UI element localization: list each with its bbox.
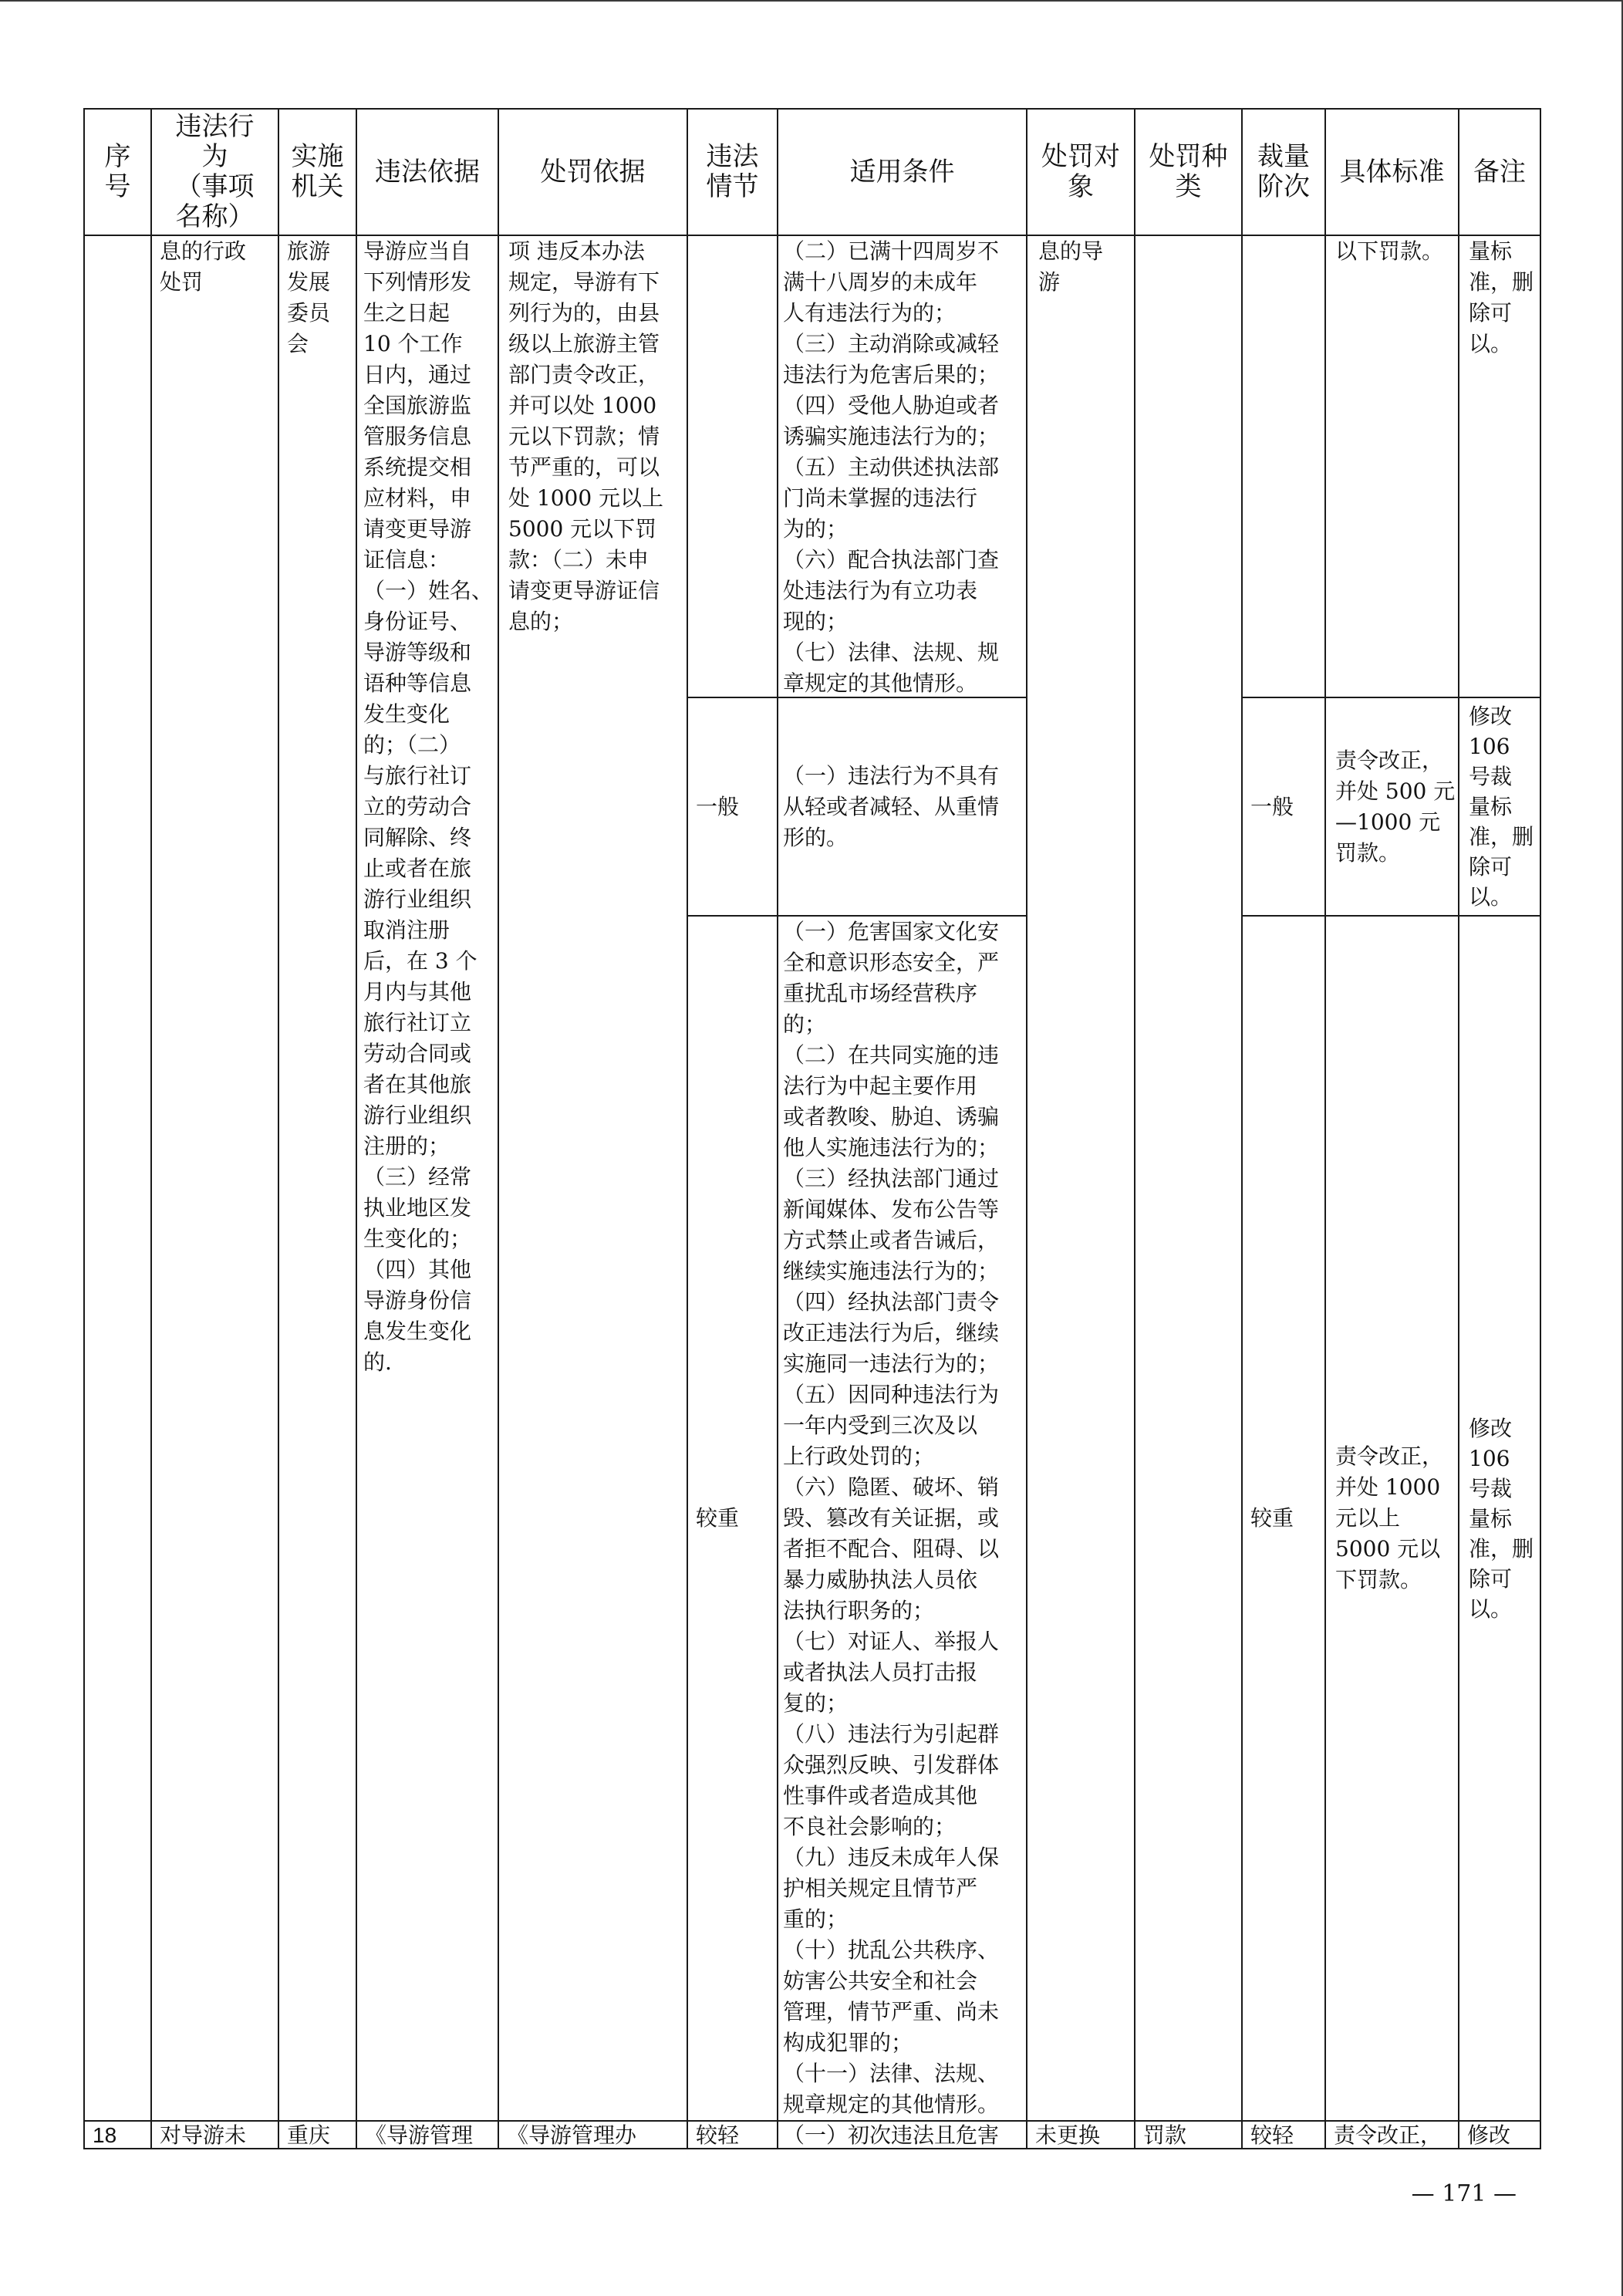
header-penalty-basis	[498, 108, 687, 235]
row18-penalty-basis-text: 《导游管理办	[507, 2122, 637, 2148]
cell-circumstance-tier-3	[687, 915, 777, 2120]
header-violation-label: 违法行 为 （事项 名称）	[175, 111, 255, 232]
conditions-text-tier-1: （二）已满十四周岁不 满十八周岁的未成年 人有违法行为的； （三）主动消除或减轻 违法行为危害后果的； （四）受他人胁迫或者 诱骗实施违法行为的； （五）主动供述执法部 门尚未掌握的违法行 为的； （六）配合执法部门查 处违法行为有立功表 现的； （七）法律、法规、规 章规定的其他情形。	[783, 238, 1000, 696]
row18-standard	[1324, 2120, 1458, 2148]
row18-seq-text: 18	[93, 2123, 117, 2147]
header-seq-label: 序 号	[104, 141, 131, 202]
standard-text-tier-1: 以下罚款。	[1335, 238, 1444, 264]
row18-violation-basis-text: 《导游管理	[365, 2122, 474, 2148]
cell-seq	[83, 235, 150, 2120]
row18-violation-basis	[356, 2120, 498, 2148]
remarks-text-tier-3: 修改 106 号裁 量标 准，删 除可 以。	[1469, 1415, 1534, 1622]
row18-violation-text: 对导游未	[160, 2122, 247, 2148]
header-circumstance	[687, 108, 777, 235]
header-agency-label: 实施 机关	[291, 141, 344, 202]
header-agency	[278, 108, 356, 235]
row18-level	[1241, 2120, 1324, 2148]
cell-violation-basis	[356, 235, 498, 2120]
row18-circumstance-text: 较轻	[696, 2122, 740, 2148]
cell-standard-tier-2	[1324, 697, 1458, 915]
row18-conditions	[777, 2120, 1026, 2148]
row18-agency-text: 重庆	[287, 2122, 331, 2148]
cell-standard-tier-3	[1324, 915, 1458, 2120]
remarks-text-tier-2: 修改 106 号裁 量标 准，删 除可 以。	[1469, 704, 1534, 910]
circumstance-text-tier-3: 较重	[696, 1505, 740, 1531]
cell-violation	[150, 235, 278, 2120]
cell-conditions-tier-1	[777, 235, 1026, 697]
row18-conditions-text: （一）初次违法且危害	[783, 2122, 1000, 2148]
header-remarks	[1458, 108, 1540, 235]
row18-remarks-text: 修改	[1467, 2122, 1511, 2148]
cell-target	[1026, 235, 1134, 2120]
header-conditions	[777, 108, 1026, 235]
header-target	[1026, 108, 1134, 235]
cell-conditions-tier-3	[777, 915, 1026, 2120]
penalty-basis-text: 项 违反本办法 规定，导游有下 列行为的，由县 级以上旅游主管 部门责令改正， 并可以处 1000 元以下罚款；情 节严重的，可以 处 1000 元以上 5000 元以下罚 款：（二）未申 请变更导游证信 息的；	[508, 238, 664, 634]
row18-remarks	[1458, 2120, 1540, 2148]
target-text: 息的导 游	[1038, 238, 1104, 295]
header-remarks-label: 备注	[1473, 156, 1526, 187]
circumstance-text-tier-2: 一般	[696, 793, 740, 819]
header-standard-label: 具体标准	[1339, 156, 1445, 187]
header-violation-basis	[356, 108, 498, 235]
row18-standard-text: 责令改正，	[1334, 2122, 1442, 2148]
row18-target	[1026, 2120, 1134, 2148]
header-penalty-type-label: 处罚种 类	[1149, 141, 1228, 202]
header-seq	[83, 108, 150, 235]
row18-level-text: 较轻	[1250, 2122, 1294, 2148]
header-conditions-label: 适用条件	[849, 156, 955, 187]
cell-conditions-tier-2	[777, 697, 1026, 915]
row18-violation	[150, 2120, 278, 2148]
header-standard	[1324, 108, 1458, 235]
cell-remarks-tier-2	[1458, 697, 1540, 915]
remarks-text-tier-1: 量标 准，删 除可 以。	[1469, 238, 1534, 356]
row18-penalty-type-text: 罚款	[1143, 2122, 1187, 2148]
header-circumstance-label: 违法 情节	[706, 141, 759, 202]
row18-penalty-basis	[498, 2120, 687, 2148]
page-number: — 171 —	[1411, 2180, 1517, 2207]
conditions-text-tier-2: （一）违法行为不具有 从轻或者减轻、从重情 形的。	[783, 762, 1000, 850]
cell-penalty-basis	[498, 235, 687, 2120]
cell-penalty-type	[1134, 235, 1241, 2120]
cell-agency	[278, 235, 356, 2120]
row18-agency	[278, 2120, 356, 2148]
row18-penalty-type	[1134, 2120, 1241, 2148]
cell-level-tier-1	[1241, 235, 1324, 697]
violation-basis-text: 导游应当自 下列情形发 生之日起 10 个工作 日内，通过 全国旅游监 管服务信息 系统提交相 应材料，申 请变更导游 证信息： （一）姓名、 身份证号、 导游等级和 语种等信息 发生变化 的；（二） 与旅行社订 立的劳动合 同解除、终 止或者在旅 游行业组织 取消注册 后，在 3 个 月内与其他 旅行社订立 劳动合同或 者在其他旅 游行业组织 注册的； （三）经常 执业地区发 生变化的； （四）其他 导游身份信 息发生变化 的.	[363, 238, 494, 1375]
row18-seq	[83, 2120, 150, 2148]
header-penalty-type	[1134, 108, 1241, 235]
standard-text-tier-3: 责令改正， 并处 1000 元以上 5000 元以 下罚款。	[1335, 1443, 1444, 1592]
level-text-tier-3: 较重	[1250, 1505, 1294, 1531]
cell-remarks-tier-1	[1458, 235, 1540, 697]
row18-circumstance	[687, 2120, 777, 2148]
cell-circumstance-tier-2	[687, 697, 777, 915]
cell-level-tier-3	[1241, 915, 1324, 2120]
standard-text-tier-2: 责令改正， 并处 500 元 —1000 元 罚款。	[1335, 747, 1456, 866]
cell-remarks-tier-3	[1458, 915, 1540, 2120]
header-level-label: 裁量 阶次	[1257, 141, 1310, 202]
row18-target-text: 未更换	[1035, 2122, 1101, 2148]
conditions-text-tier-3: （一）危害国家文化安 全和意识形态安全，严 重扰乱市场经营秩序 的； （二）在共同实施的违 法行为中起主要作用 或者教唆、胁迫、诱骗 他人实施违法行为的； （三）经执法部门通过 新闻媒体、发布公告等 方式禁止或者告诫后， 继续实施违法行为的； （四）经执法部门责令 改正违法行为后，继续 实施同一违法行为的； （五）因同种违法行为 一年内受到三次及以 上行政处罚的； （六）隐匿、破坏、销 毁、篡改有关证据，或 者拒不配合、阻碍、以 暴力威胁执法人员依 法执行职务的； （七）对证人、举报人 或者执法人员打击报 复的； （八）违法行为引起群 众强烈反映、引发群体 性事件或者造成其他 不良社会影响的； （九）违反未成年人保 护相关规定且情节严 重的； （十）扰乱公共秩序、 妨害公共安全和社会 管理，情节严重、尚未 构成犯罪的； （十一）法律、法规、 规章规定的其他情形。	[783, 919, 1000, 2117]
violation-text: 息的行政 处罚	[160, 238, 247, 295]
header-target-label: 处罚对 象	[1041, 141, 1120, 202]
header-violation	[150, 108, 278, 235]
cell-circumstance-tier-1	[687, 235, 777, 697]
header-penalty-basis-label: 处罚依据	[540, 156, 646, 187]
cell-standard-tier-1	[1324, 235, 1458, 697]
header-violation-basis-label: 违法依据	[375, 156, 480, 187]
cell-level-tier-2	[1241, 697, 1324, 915]
level-text-tier-2: 一般	[1250, 793, 1294, 819]
header-level	[1241, 108, 1324, 235]
agency-text: 旅游 发展 委员 会	[287, 238, 331, 356]
